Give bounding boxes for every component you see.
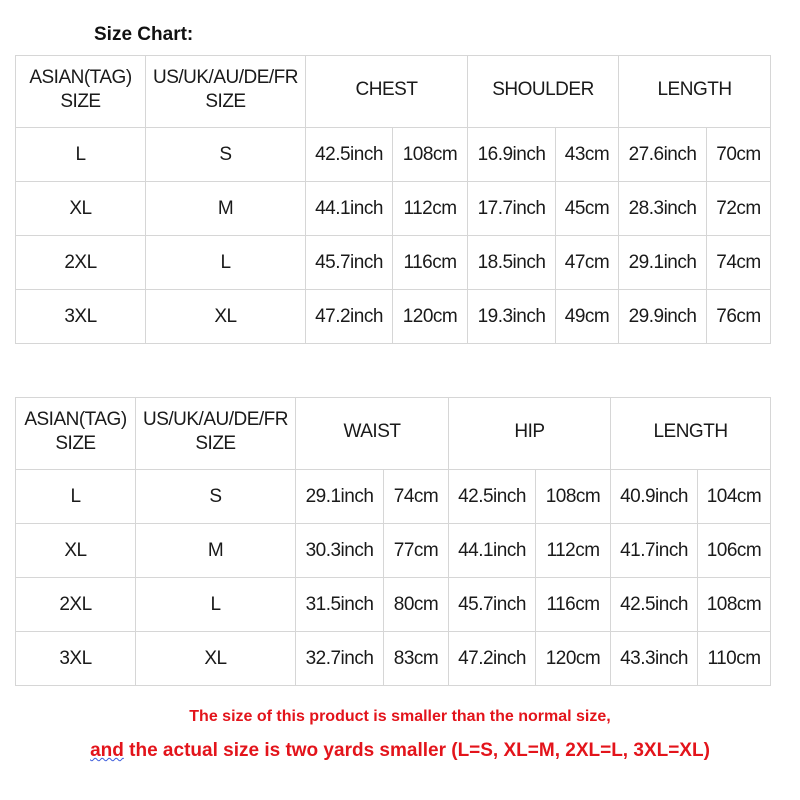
header-chest: CHEST xyxy=(306,56,468,128)
cell: XL xyxy=(16,182,146,236)
size-note-line-1: The size of this product is smaller than the normal size, xyxy=(189,708,611,725)
cell: XL xyxy=(136,632,296,686)
cell: 74cm xyxy=(384,470,449,524)
table-row xyxy=(16,578,771,632)
cell: 74cm xyxy=(707,236,771,290)
table-row xyxy=(16,236,771,290)
header-row xyxy=(16,56,771,128)
cell: 31.5inch xyxy=(296,578,384,632)
cell: 106cm xyxy=(698,524,771,578)
cell: 112cm xyxy=(393,182,468,236)
header-length: LENGTH xyxy=(611,398,771,470)
cell: 44.1inch xyxy=(449,524,536,578)
header-waist: WAIST xyxy=(296,398,449,470)
cell: 77cm xyxy=(384,524,449,578)
cell: 47cm xyxy=(556,236,619,290)
cell: 2XL xyxy=(16,236,146,290)
cell: 70cm xyxy=(707,128,771,182)
cell: 18.5inch xyxy=(468,236,556,290)
header-asian-size: ASIAN(TAG) SIZE xyxy=(16,398,136,470)
cell: 45cm xyxy=(556,182,619,236)
header-shoulder: SHOULDER xyxy=(468,56,619,128)
cell: 42.5inch xyxy=(449,470,536,524)
cell: 83cm xyxy=(384,632,449,686)
cell: 42.5inch xyxy=(306,128,393,182)
cell: S xyxy=(146,128,306,182)
size-table-top xyxy=(15,55,771,344)
header-row xyxy=(16,398,771,470)
cell: 19.3inch xyxy=(468,290,556,344)
cell: L xyxy=(146,236,306,290)
cell: 29.9inch xyxy=(619,290,707,344)
cell: 45.7inch xyxy=(449,578,536,632)
cell: M xyxy=(136,524,296,578)
cell: 110cm xyxy=(698,632,771,686)
size-note-line-2: and the actual size is two yards smaller (L=S, XL=M, 2XL=L, 3XL=XL) xyxy=(90,740,710,761)
cell: 29.1inch xyxy=(619,236,707,290)
cell: 80cm xyxy=(384,578,449,632)
cell: 45.7inch xyxy=(306,236,393,290)
cell: 116cm xyxy=(536,578,611,632)
table-row xyxy=(16,470,771,524)
cell: 43cm xyxy=(556,128,619,182)
header-length: LENGTH xyxy=(619,56,771,128)
cell: 47.2inch xyxy=(306,290,393,344)
header-asian-size: ASIAN(TAG) SIZE xyxy=(16,56,146,128)
cell: 108cm xyxy=(698,578,771,632)
cell: 28.3inch xyxy=(619,182,707,236)
header-us-size: US/UK/AU/DE/FR SIZE xyxy=(146,56,306,128)
table-row xyxy=(16,290,771,344)
cell: 47.2inch xyxy=(449,632,536,686)
table-row xyxy=(16,524,771,578)
cell: 41.7inch xyxy=(611,524,698,578)
spellcheck-word: and xyxy=(90,740,124,761)
cell: L xyxy=(16,470,136,524)
cell: 49cm xyxy=(556,290,619,344)
cell: 116cm xyxy=(393,236,468,290)
cell: 44.1inch xyxy=(306,182,393,236)
cell: 32.7inch xyxy=(296,632,384,686)
cell: 17.7inch xyxy=(468,182,556,236)
cell: XL xyxy=(16,524,136,578)
table-row xyxy=(16,128,771,182)
table-row xyxy=(16,632,771,686)
cell: 120cm xyxy=(393,290,468,344)
cell: 29.1inch xyxy=(296,470,384,524)
cell: 108cm xyxy=(393,128,468,182)
cell: 72cm xyxy=(707,182,771,236)
cell: 40.9inch xyxy=(611,470,698,524)
cell: L xyxy=(136,578,296,632)
cell: 2XL xyxy=(16,578,136,632)
cell: 104cm xyxy=(698,470,771,524)
cell: 76cm xyxy=(707,290,771,344)
cell: 3XL xyxy=(16,290,146,344)
cell: 108cm xyxy=(536,470,611,524)
size-table-bottom xyxy=(15,397,771,686)
table-row xyxy=(16,182,771,236)
cell: 120cm xyxy=(536,632,611,686)
cell: 43.3inch xyxy=(611,632,698,686)
page-title: Size Chart: xyxy=(94,24,194,45)
cell: 42.5inch xyxy=(611,578,698,632)
cell: M xyxy=(146,182,306,236)
header-us-size: US/UK/AU/DE/FR SIZE xyxy=(136,398,296,470)
header-hip: HIP xyxy=(449,398,611,470)
cell: XL xyxy=(146,290,306,344)
cell: L xyxy=(16,128,146,182)
cell: 112cm xyxy=(536,524,611,578)
cell: 16.9inch xyxy=(468,128,556,182)
cell: 30.3inch xyxy=(296,524,384,578)
cell: 3XL xyxy=(16,632,136,686)
cell: 27.6inch xyxy=(619,128,707,182)
cell: S xyxy=(136,470,296,524)
